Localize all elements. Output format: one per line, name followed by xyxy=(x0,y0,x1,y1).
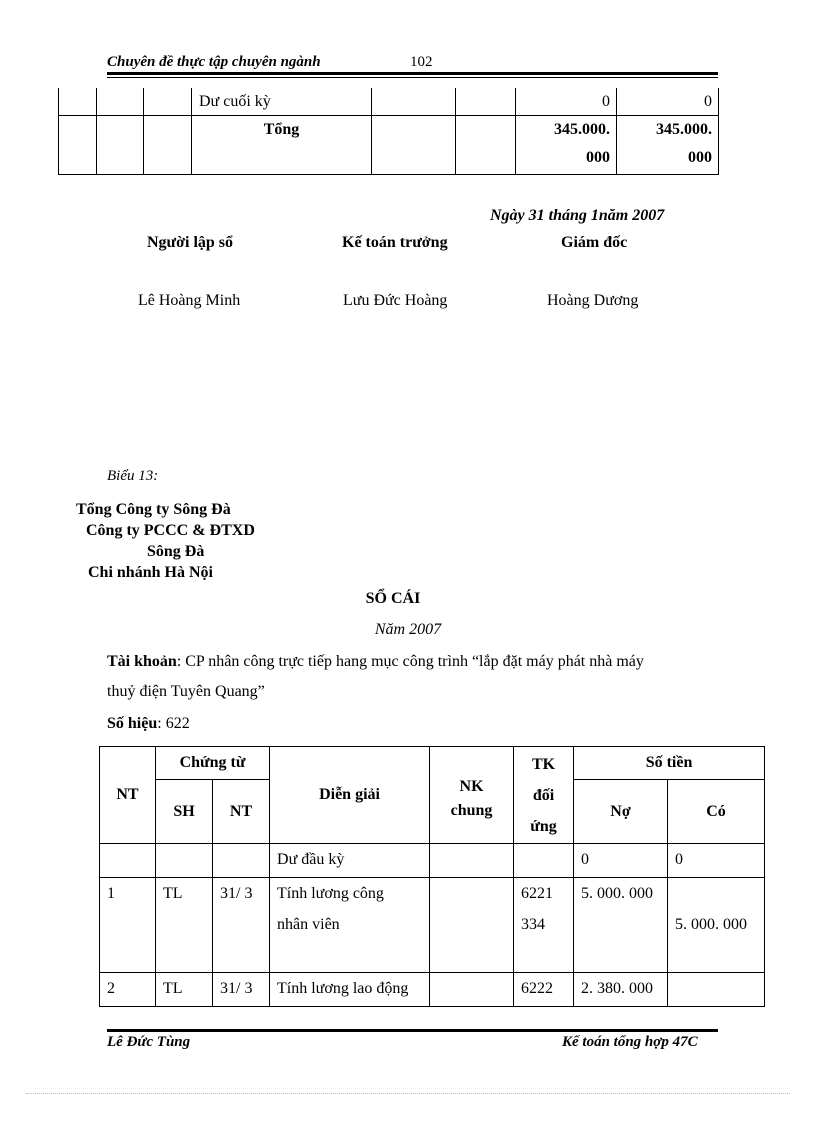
form-label: Biểu 13: xyxy=(107,468,159,484)
role-preparer: Người lập sổ xyxy=(147,234,234,251)
header-dien-giai: Diễn giải xyxy=(270,747,430,844)
account-description: : CP nhân công trực tiếp hang mục công trình “lắp đặt máy phát nhà máy xyxy=(176,653,644,670)
table-cell xyxy=(156,844,213,878)
account-description-2: thuỷ điện Tuyên Quang” xyxy=(107,683,265,700)
table-cell xyxy=(456,116,516,175)
header-tk-line3: ứng xyxy=(530,817,557,835)
opening-no: 0 xyxy=(574,844,668,878)
table-row xyxy=(59,116,719,175)
row-tk xyxy=(514,878,574,973)
summary-table xyxy=(58,88,719,175)
table-cell xyxy=(514,844,574,878)
spacer xyxy=(675,878,764,909)
table-cell xyxy=(372,116,456,175)
org-line-3: Sông Đà xyxy=(147,543,205,560)
opening-co: 0 xyxy=(668,844,765,878)
table-cell xyxy=(100,844,156,878)
footer-author: Lê Đức Tùng xyxy=(107,1034,191,1050)
org-line-2: Công ty PCCC & ĐTXD xyxy=(86,522,255,539)
header-chung-tu: Chứng từ xyxy=(156,747,270,780)
row-nt: 2 xyxy=(100,973,156,1007)
role-chief-accountant: Kế toán trưởng xyxy=(342,234,448,251)
row-no: 2. 380. 000 xyxy=(574,973,668,1007)
row-desc-line1: Tính lương công xyxy=(277,885,384,902)
row-sh: TL xyxy=(156,973,213,1007)
row-date: 31/ 3 xyxy=(213,878,270,973)
ledger-year: Năm 2007 xyxy=(374,621,442,638)
page-number: 102 xyxy=(410,54,433,70)
row-co-cell xyxy=(668,878,765,973)
table-cell xyxy=(430,878,514,973)
row-tk-line1: 6221 xyxy=(521,885,554,902)
account-code-label: Số hiệu xyxy=(107,715,158,732)
ledger-table xyxy=(99,746,765,1007)
ledger-title: SỔ CÁI xyxy=(365,590,421,607)
row-desc-line1: Tính lương lao động xyxy=(270,973,430,1007)
row-sh: TL xyxy=(156,878,213,973)
header-co: Có xyxy=(668,780,765,844)
name-preparer: Lê Hoàng Minh xyxy=(138,292,241,309)
closing-balance-label: Dư cuối kỳ xyxy=(192,88,372,116)
footer-rule xyxy=(107,1029,718,1032)
header-tk-doi-ung xyxy=(514,747,574,844)
row-tk-line2: 334 xyxy=(521,916,546,933)
name-director: Hoàng Dương xyxy=(547,292,639,309)
table-row xyxy=(59,88,719,116)
row-co xyxy=(668,973,765,1007)
table-cell xyxy=(213,844,270,878)
header-rule-thin xyxy=(107,77,718,78)
header-so-tien: Số tiền xyxy=(574,747,765,780)
total-credit-line1: 345.000. xyxy=(656,121,712,138)
table-row xyxy=(100,878,765,973)
role-director: Giám đốc xyxy=(561,234,628,251)
table-cell xyxy=(430,973,514,1007)
row-no: 5. 000. 000 xyxy=(574,878,668,973)
header-sh: SH xyxy=(156,780,213,844)
table-cell xyxy=(456,88,516,116)
table-cell xyxy=(144,88,192,116)
table-row xyxy=(100,844,765,878)
closing-credit: 0 xyxy=(617,88,719,116)
row-nt: 1 xyxy=(100,878,156,973)
header-tk-line2: đối xyxy=(532,786,555,804)
account-label: Tài khoản xyxy=(107,653,177,670)
account-code-value: : 622 xyxy=(157,715,190,732)
header-rule xyxy=(107,72,718,75)
row-desc xyxy=(270,878,430,973)
total-credit-line2: 000 xyxy=(688,149,712,166)
header-nk-line2: chung xyxy=(450,801,493,819)
total-credit xyxy=(617,116,719,175)
row-date: 31/ 3 xyxy=(213,973,270,1007)
org-line-1: Tổng Công ty Sông Đà xyxy=(76,501,231,518)
header-nt: NT xyxy=(100,747,156,844)
account-code-line xyxy=(107,715,190,733)
table-cell xyxy=(59,88,97,116)
opening-label: Dư đầu kỳ xyxy=(270,844,430,878)
row-co: 5. 000. 000 xyxy=(675,916,748,933)
table-cell xyxy=(372,88,456,116)
table-cell xyxy=(430,844,514,878)
header-row xyxy=(100,747,765,780)
org-line-4: Chi nhánh Hà Nội xyxy=(88,564,213,581)
row-tk-line1: 6222 xyxy=(514,973,574,1007)
signature-date: Ngày 31 tháng 1năm 2007 xyxy=(490,207,665,224)
total-debit xyxy=(516,116,617,175)
header-nk-line1: NK xyxy=(459,777,484,795)
header-tk-line1: TK xyxy=(531,755,556,773)
row-desc-line2: nhân viên xyxy=(277,916,340,933)
account-line-1 xyxy=(107,653,644,671)
table-cell xyxy=(97,116,144,175)
header-no: Nợ xyxy=(574,780,668,844)
header-nk-chung xyxy=(430,747,514,844)
footer-department: Kế toán tổng hợp 47C xyxy=(562,1034,698,1050)
name-chief-accountant: Lưu Đức Hoàng xyxy=(343,292,448,309)
header-nt-sub: NT xyxy=(213,780,270,844)
total-debit-line2: 000 xyxy=(586,149,610,166)
total-label: Tổng xyxy=(192,116,372,175)
closing-debit: 0 xyxy=(516,88,617,116)
header-title: Chuyên đề thực tập chuyên ngành xyxy=(107,54,321,70)
table-row xyxy=(100,973,765,1007)
table-cell xyxy=(144,116,192,175)
table-cell xyxy=(59,116,97,175)
total-debit-line1: 345.000. xyxy=(554,121,610,138)
page-edge-divider xyxy=(26,1093,790,1094)
table-cell xyxy=(97,88,144,116)
